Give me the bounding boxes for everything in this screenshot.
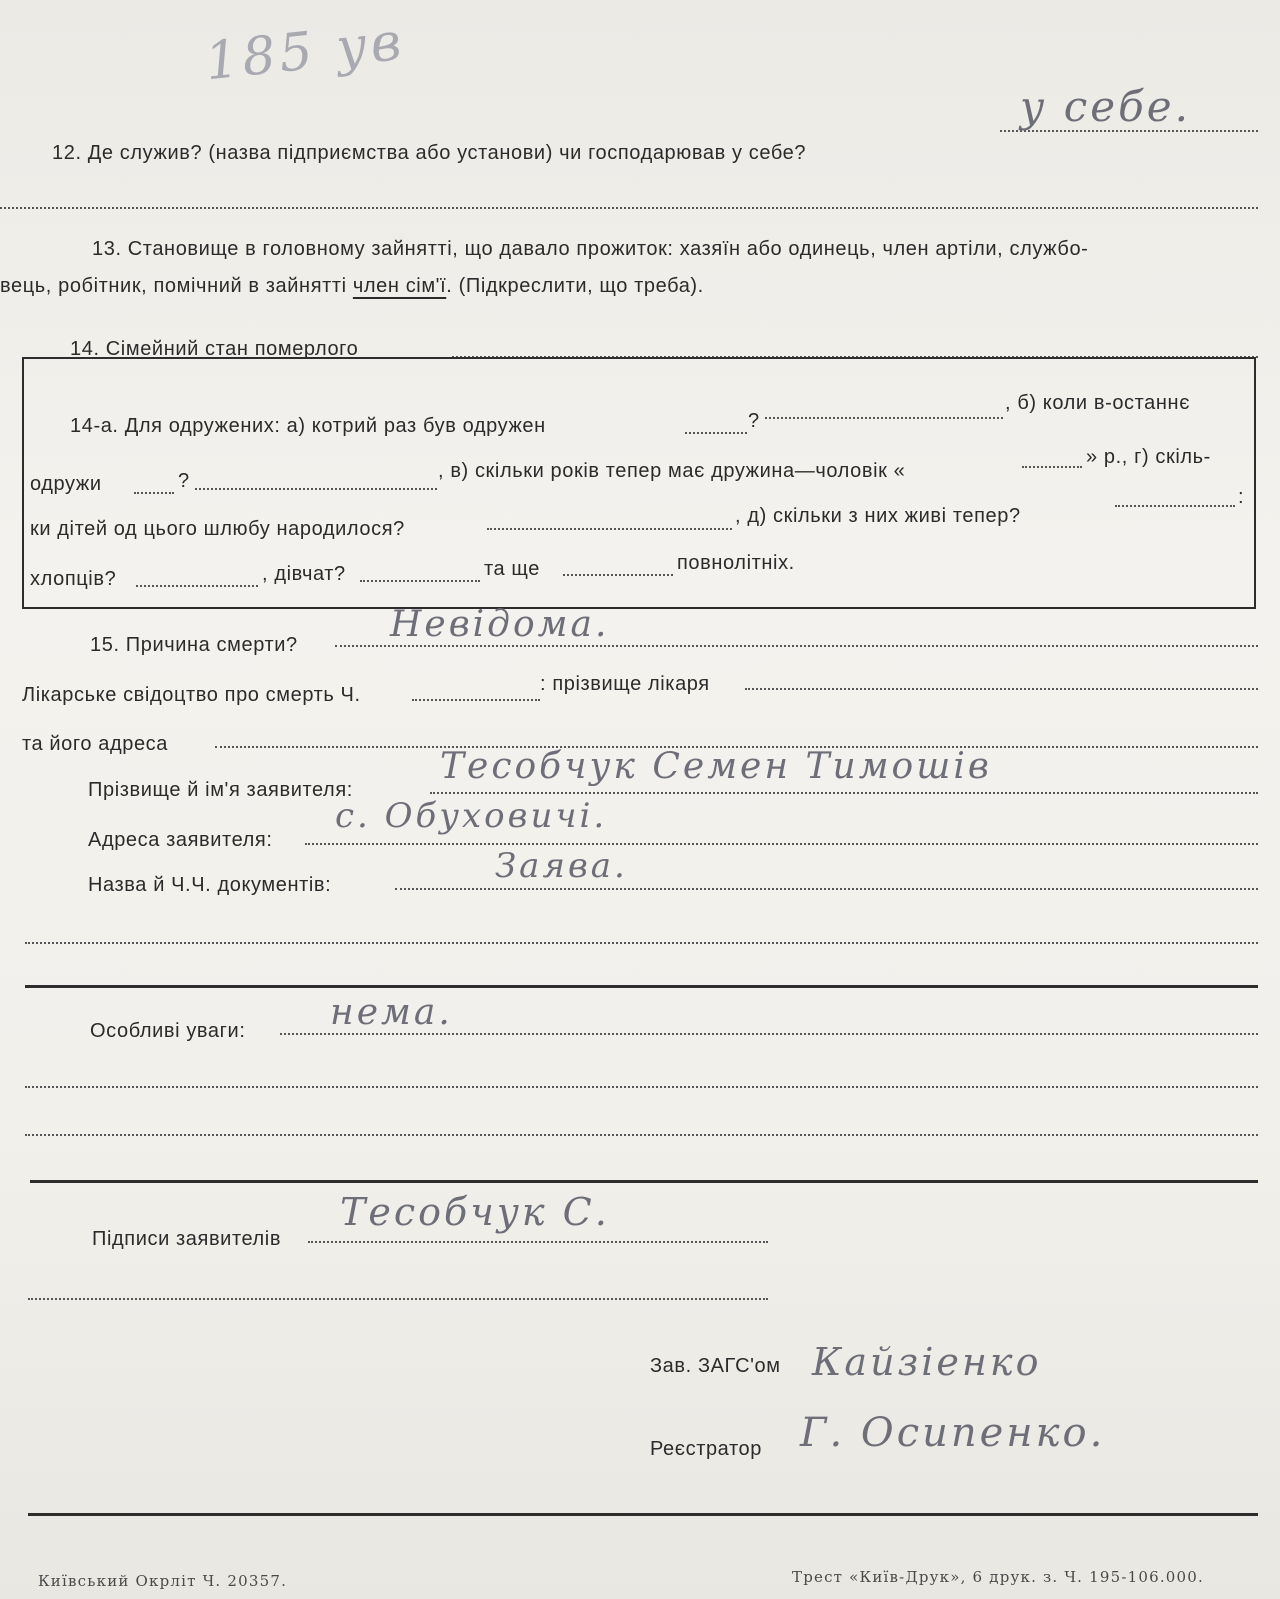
- q14a-line3-a: ки дітей од цього шлюбу народилося?: [30, 518, 405, 540]
- applicant-name-label: Прізвище й ім'я заявителя:: [88, 779, 353, 801]
- q12-answer: у себе.: [1020, 82, 1191, 131]
- q14a-times-married-field: [685, 432, 747, 434]
- remarks-value: нема.: [330, 992, 453, 1033]
- section-divider-2: [30, 1180, 1258, 1183]
- q14a-line2-q: ?: [178, 470, 190, 492]
- q14a-line4-d: повнолітніх.: [677, 552, 795, 574]
- remarks-label: Особливі уваги:: [90, 1020, 246, 1042]
- q14a-line2-a: одружи: [30, 473, 102, 495]
- signatures-field: [308, 1241, 768, 1243]
- q14a-line4-a: хлопців?: [30, 568, 117, 590]
- applicant-name-value: Тесобчук Семен Тимошів: [440, 746, 992, 787]
- q14a-line1-field: [765, 417, 1003, 419]
- doctor-name-field: [745, 688, 1258, 690]
- q14a-line4-b: , дівчат?: [262, 563, 346, 585]
- footer-left-imprint: Київський Окрліт Ч. 20357.: [38, 1572, 288, 1590]
- q14a-line1-q: ?: [748, 410, 760, 432]
- q13-selected-option: член сім'ї: [352, 275, 447, 297]
- q14a-line1-b: , б) коли в-останнє: [1005, 392, 1191, 414]
- q14a-line2-b: , в) скільки років тепер має дружина—чоловік «: [438, 460, 906, 482]
- q14a-line1-a: 14-а. Для одружених: а) котрий раз був одружен: [70, 415, 546, 437]
- signatures-line-2: [28, 1298, 768, 1300]
- q14a-line3-c: :: [1238, 486, 1245, 508]
- certificate-number-field: [412, 699, 540, 701]
- q14a-line4-c: та ще: [484, 558, 540, 580]
- q14a-girls-field: [360, 580, 480, 582]
- q14a-boys-field: [136, 585, 258, 587]
- applicant-signature: Тесобчук С.: [340, 1190, 610, 1234]
- documents-value: Заява.: [495, 846, 628, 886]
- documents-field: [395, 888, 1258, 890]
- q14-label: 14. Сімейний стан померлого: [70, 338, 359, 360]
- doctor-address-label: та його адреса: [22, 733, 169, 755]
- q14a-line3-b: , д) скільки з них живі тепер?: [735, 505, 1021, 527]
- signatures-label: Підписи заявителів: [92, 1228, 282, 1250]
- q14a-spouse-age-field: [1022, 466, 1082, 468]
- q14a-line2-field1: [134, 492, 174, 494]
- remarks-line-3: [25, 1134, 1258, 1136]
- q14a-children-alive-field: [1115, 505, 1235, 507]
- section-divider-1: [25, 985, 1258, 988]
- q14a-line2-c: » р., г) скіль-: [1086, 446, 1211, 468]
- applicant-address-field: [305, 843, 1258, 845]
- q14a-line2-field2: [195, 488, 437, 490]
- remarks-line-2: [25, 1086, 1258, 1088]
- footer-divider: [28, 1513, 1258, 1516]
- q12-continuation-line: [0, 207, 1258, 209]
- q13-line2-post: . (Підкреслити, що треба).: [446, 275, 704, 297]
- q15-label: 15. Причина смерти?: [90, 634, 298, 656]
- certificate-label: Лікарське свідоцтво про смерть Ч.: [22, 684, 361, 706]
- applicant-address-label: Адреса заявителя:: [88, 829, 273, 851]
- q14a-children-born-field: [487, 528, 732, 530]
- q15-answer: Невідома.: [390, 604, 610, 645]
- documents-label: Назва й Ч.Ч. документів:: [88, 874, 332, 896]
- applicant-address-value: с. Обуховичі.: [335, 796, 608, 836]
- zags-head-label: Зав. ЗАГС'ом: [650, 1355, 781, 1377]
- footer-right-imprint: Трест «Київ-Друк», 6 друк. з. Ч. 195-106.000.: [792, 1568, 1204, 1586]
- q13-line1: 13. Становище в головному зайнятті, що давало прожиток: хазяїн або одинець, член артіли, службо-: [92, 238, 1089, 260]
- documents-continuation-line: [25, 942, 1258, 944]
- q14a-adults-field: [563, 574, 673, 576]
- registrar-signature: Г. Осипенко.: [800, 1410, 1106, 1456]
- remarks-field: [280, 1033, 1258, 1035]
- registrar-label: Реєстратор: [650, 1438, 762, 1460]
- q12-label: 12. Де служив? (назва підприємства або установи) чи господарював у себе?: [52, 142, 807, 164]
- q13-line2-pre: вець, робітник, помічний в зайнятті: [0, 275, 347, 297]
- archive-number: 185 ув: [202, 11, 408, 93]
- doctor-label: : прізвище лікаря: [540, 673, 710, 695]
- applicant-name-field: [430, 792, 1258, 794]
- q15-answer-line: [335, 645, 1258, 647]
- zags-head-signature: Кайзіенко: [812, 1340, 1042, 1384]
- q13-line2: [0, 275, 704, 298]
